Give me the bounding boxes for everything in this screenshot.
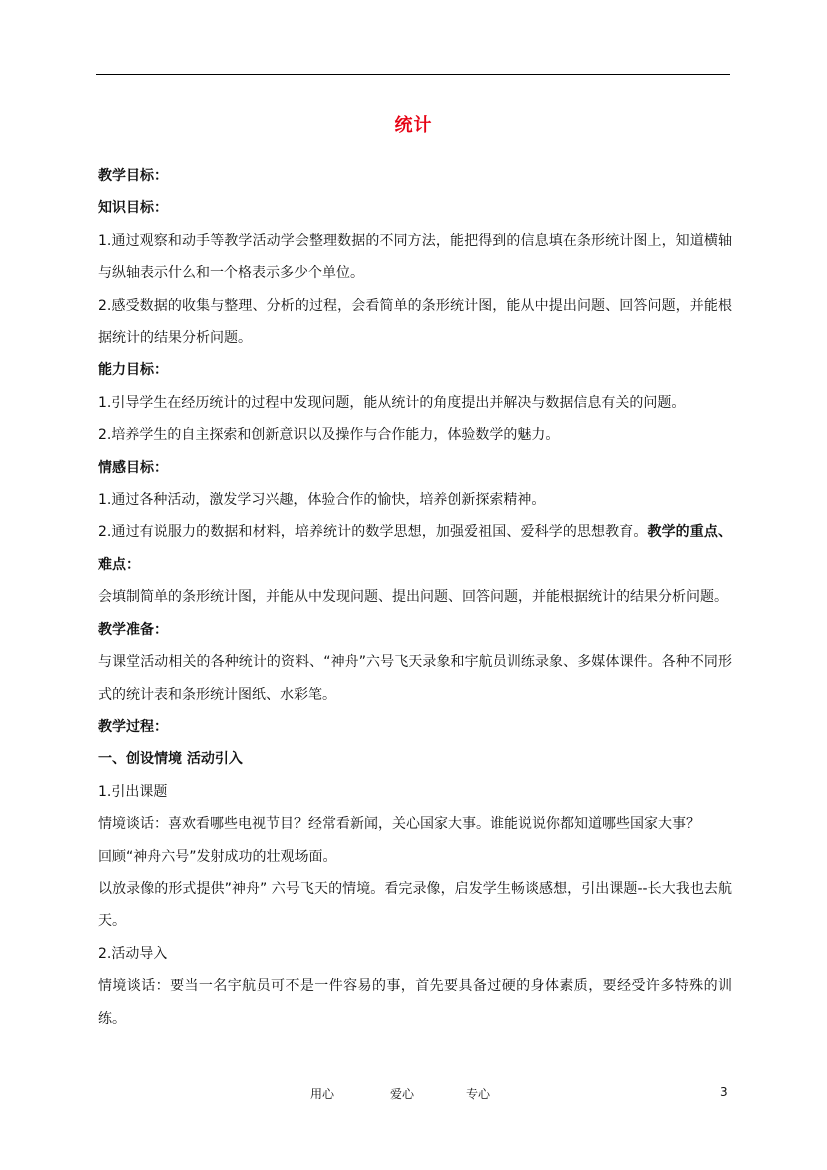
subsection-heading-1: 一、创设情境 活动引入 <box>98 751 243 768</box>
section-heading-teaching-goals: 教学目标： <box>98 168 168 184</box>
paragraph-item-1: 1.引出课题 <box>98 783 168 800</box>
document-body <box>98 160 732 1035</box>
section-heading-knowledge-goals: 知识目标： <box>98 200 168 217</box>
paragraph-preparation: 与课堂活动相关的各种统计的资料、“神舟”六号飞天录象和宇航员训练录象、多媒体课件。各种不同形式的统计表和条形统计图纸、水彩笔。 <box>98 654 732 703</box>
footer-motto-2: 爱心 <box>390 1087 415 1101</box>
section-heading-emotion-goals: 情感目标： <box>98 459 168 476</box>
footer-motto-1: 用心 <box>310 1087 335 1101</box>
section-heading-preparation: 教学准备： <box>98 621 168 638</box>
paragraph-item-2: 2.活动导入 <box>98 945 168 962</box>
paragraph-key-points: 会填制简单的条形统计图，并能从中发现问题、提出问题、回答问题，并能根据统计的结果分析问题。 <box>98 589 728 606</box>
paragraph-video: 以放录像的形式提供”神舟” 六号飞天的情境。看完录像，启发学生畅谈感想，引出课题--长大我也去航天。 <box>98 880 732 930</box>
paragraph-emotion-2-text: 2.通过有说服力的数据和材料，培养统计的数学思想，加强爱祖国、爱科学的思想教育。 <box>98 524 648 541</box>
section-heading-ability-goals: 能力目标： <box>98 362 168 379</box>
header-rule <box>96 74 730 75</box>
section-heading-key-points: 教学的重点、难点： <box>98 524 732 573</box>
page-title: 统计 <box>394 115 433 136</box>
section-heading-process: 教学过程： <box>98 718 168 735</box>
page-footer <box>0 1085 827 1105</box>
paragraph-review: 回顾“神舟六号”发射成功的壮观场面。 <box>98 848 337 865</box>
paragraph-dialogue-2: 情境谈话：要当一名宇航员可不是一件容易的事，首先要具备过硬的身体素质，要经受许多特殊的训练。 <box>98 978 732 1027</box>
paragraph-knowledge-2: 2.感受数据的收集与整理、分析的过程，会看简单的条形统计图，能从中提出问题、回答问题，并能根据统计的结果分析问题。 <box>98 297 732 347</box>
paragraph-emotion-2 <box>98 516 732 581</box>
paragraph-emotion-1: 1.通过各种活动，激发学习兴趣，体验合作的愉快，培养创新探索精神。 <box>98 492 546 509</box>
footer-motto-3: 专心 <box>466 1087 491 1101</box>
paragraph-ability-2: 2.培养学生的自主探索和创新意识以及操作与合作能力，体验数学的魅力。 <box>98 427 560 444</box>
page-number: 3 <box>720 1085 728 1099</box>
paragraph-dialogue-1: 情境谈话：喜欢看哪些电视节目？经常看新闻，关心国家大事。谁能说说你都知道哪些国家大事？ <box>98 816 700 833</box>
paragraph-knowledge-1: 1.通过观察和动手等教学活动学会整理数据的不同方法，能把得到的信息填在条形统计图上，知道横轴与纵轴表示什么和一个格表示多少个单位。 <box>98 232 732 282</box>
paragraph-ability-1: 1.引导学生在经历统计的过程中发现问题，能从统计的角度提出并解决与数据信息有关的问题。 <box>98 394 686 411</box>
